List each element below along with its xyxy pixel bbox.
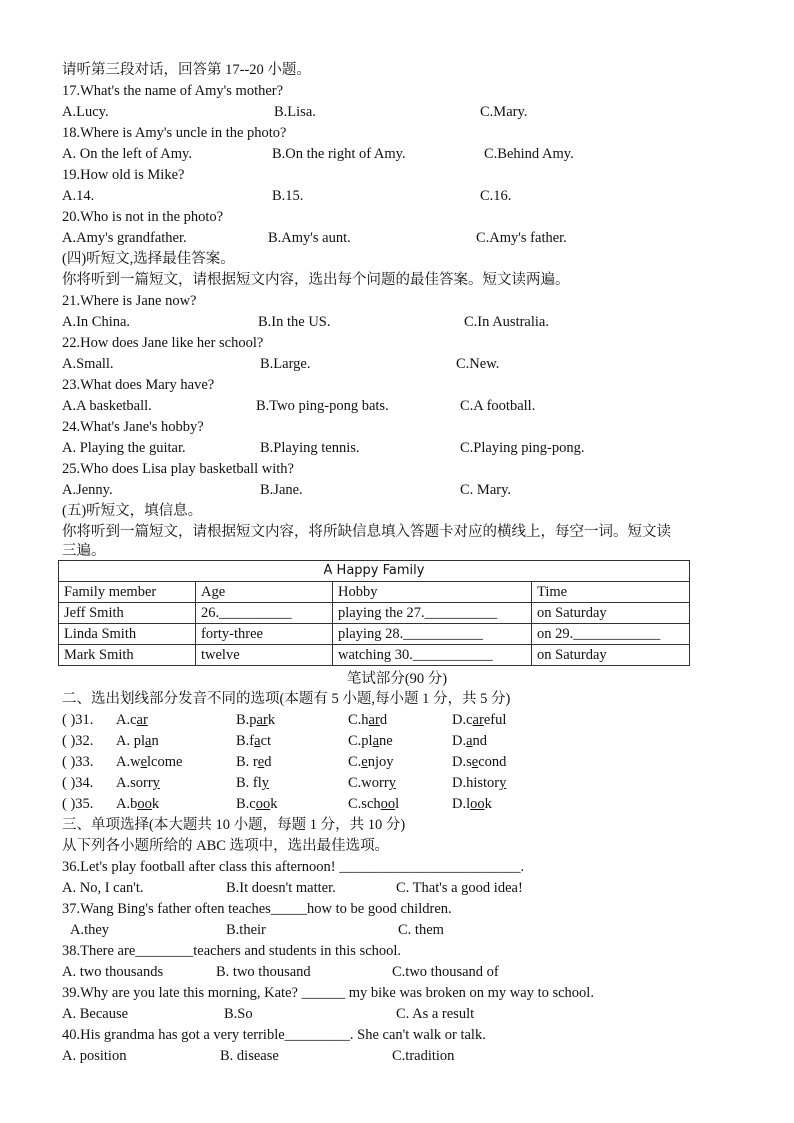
underlined-letters: e: [140, 754, 148, 770]
question-number: ( )35.: [62, 796, 94, 812]
option-d: [452, 710, 506, 730]
option-text: A. pl: [116, 733, 145, 749]
section4-title: (四)听短文,选择最佳答案。: [62, 251, 235, 267]
option-b: B.Playing tennis.: [260, 440, 360, 456]
written-part-title: 笔试部分(90 分): [346, 671, 448, 687]
option-d: [452, 752, 506, 772]
family-info-table: [58, 560, 690, 666]
underlined-letters: a: [466, 733, 473, 749]
option-text: ct: [260, 733, 272, 749]
option-text: k: [267, 712, 276, 728]
option-b: B. disease: [220, 1048, 279, 1064]
option-b: [236, 773, 269, 793]
option-c: C.two thousand of: [392, 964, 499, 980]
option-text: C.sch: [348, 796, 381, 812]
blank-27: playing the 27.__________: [333, 603, 532, 624]
question-37: 37.Wang Bing's father often teaches_____how to be good children.: [62, 901, 452, 917]
question-24: 24.What's Jane's hobby?: [62, 419, 204, 435]
option-text: eful: [483, 712, 507, 728]
blank-30: watching 30.___________: [333, 645, 532, 666]
option-text: B.c: [236, 796, 256, 812]
option-c: C.A football.: [460, 398, 536, 414]
underlined-letters: y: [261, 775, 270, 791]
question-36: 36.Let's play football after class this afternoon! _________________________.: [62, 859, 525, 875]
blank-29: on 29.____________: [532, 624, 690, 645]
option-text: d: [379, 712, 388, 728]
section5-title: (五)听短文，填信息。: [62, 503, 203, 519]
option-d: [452, 794, 492, 814]
option-text: D.: [452, 733, 467, 749]
option-a: A.Jenny.: [62, 482, 113, 498]
section4-intro: 你将听到一篇短文，请根据短文内容，选出每个问题的最佳答案。短文读两遍。: [62, 272, 570, 288]
option-text: d: [264, 754, 272, 770]
part3-intro: 从下列各小题所给的 ABC 选项中，选出最佳选项。: [62, 838, 390, 854]
option-c: [348, 773, 396, 793]
question-25: 25.Who does Lisa play basketball with?: [62, 461, 294, 477]
table-cell: on Saturday: [532, 645, 690, 666]
option-text: A.c: [116, 712, 137, 728]
option-c: C.In Australia.: [464, 314, 549, 330]
option-c: C. Mary.: [460, 482, 512, 498]
header-cell: Family member: [59, 582, 196, 603]
underlined-letters: e: [361, 754, 368, 770]
option-text: D.l: [452, 796, 471, 812]
underlined-letters: y: [388, 775, 396, 791]
option-a: [116, 773, 160, 793]
option-b: B.It doesn't matter.: [226, 880, 336, 896]
option-text: D.c: [452, 712, 473, 728]
option-text: D.s: [452, 754, 472, 770]
option-text: A.sorr: [116, 775, 153, 791]
option-b: B.their: [226, 922, 266, 938]
underlined-letters: oo: [255, 796, 271, 812]
option-text: nd: [472, 733, 488, 749]
option-a: [116, 731, 159, 751]
option-text: D.histor: [452, 775, 500, 791]
question-number: ( )34.: [62, 775, 94, 791]
question-19: 19.How old is Mike?: [62, 167, 185, 183]
option-a: A. No, I can't.: [62, 880, 144, 896]
option-text: B.p: [236, 712, 257, 728]
underlined-letters: y: [499, 775, 507, 791]
option-a: [116, 794, 159, 814]
part2-title: 二、选出划线部分发音不同的选项(本题有 5 小题,每小题 1 分，共 5 分): [62, 691, 511, 707]
question-40: 40.His grandma has got a very terrible_________. She can't walk or talk.: [62, 1027, 486, 1043]
option-c: C.Playing ping-pong.: [460, 440, 585, 456]
option-text: C.worr: [348, 775, 389, 791]
section5-intro-cont: 三遍。: [62, 543, 106, 559]
table-cell: Linda Smith: [59, 624, 196, 645]
option-b: B.In the US.: [258, 314, 331, 330]
option-a: A.they: [70, 922, 110, 938]
underlined-letters: a: [145, 733, 152, 749]
table-row: [59, 645, 690, 666]
section3-intro: 请听第三段对话，回答第 17--20 小题。: [62, 62, 311, 78]
section5-intro: 你将听到一篇短文，请根据短文内容，将所缺信息填入答题卡对应的横线上，每空一词。短文读: [62, 524, 671, 540]
table-row: [59, 603, 690, 624]
table-cell: on Saturday: [532, 603, 690, 624]
option-text: C.pl: [348, 733, 373, 749]
question-38: 38.There are________teachers and students in this school.: [62, 943, 402, 959]
option-b: [236, 731, 271, 751]
option-b: B.On the right of Amy.: [272, 146, 406, 162]
option-c: C.Behind Amy.: [484, 146, 574, 162]
blank-26: 26.__________: [196, 603, 333, 624]
question-39: 39.Why are you late this morning, Kate? ______ my bike was broken on my way to school.: [62, 985, 594, 1001]
option-b: [236, 752, 271, 772]
option-a: A.Lucy.: [62, 104, 109, 120]
question-22: 22.How does Jane like her school?: [62, 335, 264, 351]
question-23: 23.What does Mary have?: [62, 377, 215, 393]
option-a: [116, 710, 148, 730]
question-18: 18.Where is Amy's uncle in the photo?: [62, 125, 287, 141]
option-text: C.h: [348, 712, 369, 728]
option-text: l: [395, 796, 400, 812]
underlined-letters: ar: [136, 712, 148, 728]
underlined-letters: ar: [472, 712, 484, 728]
option-c: C.Mary.: [480, 104, 528, 120]
question-17: 17.What's the name of Amy's mother?: [62, 83, 284, 99]
question-number: ( )31.: [62, 712, 94, 728]
option-text: njoy: [367, 754, 394, 770]
option-text: cond: [478, 754, 507, 770]
underlined-letters: a: [254, 733, 261, 749]
option-a: A.Amy's grandfather.: [62, 230, 187, 246]
table-header-row: [59, 582, 690, 603]
option-a: A. On the left of Amy.: [62, 146, 192, 162]
option-a: A.In China.: [62, 314, 131, 330]
question-20: 20.Who is not in the photo?: [62, 209, 224, 225]
part3-title: 三、单项选择(本大题共 10 小题，每题 1 分，共 10 分): [62, 817, 406, 833]
underlined-letters: ar: [256, 712, 268, 728]
option-text: B. r: [236, 754, 258, 770]
underlined-letters: a: [372, 733, 380, 749]
option-a: A. position: [62, 1048, 127, 1064]
table-cell: Mark Smith: [59, 645, 196, 666]
option-text: B. fl: [236, 775, 262, 791]
underlined-letters: y: [152, 775, 160, 791]
option-c: [348, 752, 394, 772]
option-a: A. Because: [62, 1006, 129, 1022]
option-c: [348, 794, 399, 814]
option-text: A.b: [116, 796, 138, 812]
option-text: n: [151, 733, 159, 749]
table-cell: forty-three: [196, 624, 333, 645]
option-b: B.Large.: [260, 356, 311, 372]
option-c: [348, 710, 387, 730]
header-cell: Age: [196, 582, 333, 603]
option-text: k: [151, 796, 160, 812]
option-c: C. them: [398, 922, 444, 938]
option-text: B.f: [236, 733, 255, 749]
table-row: [59, 624, 690, 645]
option-b: [236, 710, 275, 730]
question-21: 21.Where is Jane now?: [62, 293, 197, 309]
option-a: A. Playing the guitar.: [62, 440, 186, 456]
underlined-letters: ar: [368, 712, 380, 728]
option-c: C.New.: [456, 356, 500, 372]
option-text: C.: [348, 754, 362, 770]
option-b: B. two thousand: [216, 964, 311, 980]
underlined-letters: oo: [380, 796, 396, 812]
option-a: [116, 752, 182, 772]
option-b: B.So: [224, 1006, 253, 1022]
option-b: B.Two ping-pong bats.: [256, 398, 389, 414]
option-text: k: [484, 796, 492, 812]
option-b: B.Jane.: [260, 482, 303, 498]
table-caption: A Happy Family: [59, 561, 690, 582]
header-cell: Time: [532, 582, 690, 603]
option-text: A.w: [116, 754, 141, 770]
option-c: C.tradition: [392, 1048, 455, 1064]
underlined-letters: oo: [137, 796, 152, 812]
option-a: A.14.: [62, 188, 95, 204]
question-number: ( )32.: [62, 733, 94, 749]
option-c: C. That's a good idea!: [396, 880, 523, 896]
option-text: ne: [379, 733, 393, 749]
option-d: [452, 773, 506, 793]
table-cell: twelve: [196, 645, 333, 666]
table-cell: Jeff Smith: [59, 603, 196, 624]
underlined-letters: e: [471, 754, 479, 770]
option-a: A. two thousands: [62, 964, 164, 980]
underlined-letters: oo: [470, 796, 485, 812]
option-c: C. As a result: [396, 1006, 475, 1022]
underlined-letters: e: [257, 754, 265, 770]
question-number: ( )33.: [62, 754, 94, 770]
option-text: k: [270, 796, 278, 812]
option-b: [236, 794, 277, 814]
option-d: [452, 731, 487, 751]
option-c: C.Amy's father.: [476, 230, 567, 246]
option-a: A.Small.: [62, 356, 114, 372]
option-b: B.Amy's aunt.: [268, 230, 351, 246]
header-cell: Hobby: [333, 582, 532, 603]
option-a: A.A basketball.: [62, 398, 152, 414]
blank-28: playing 28.___________: [333, 624, 532, 645]
option-c: C.16.: [480, 188, 512, 204]
option-c: [348, 731, 393, 751]
option-b: B.15.: [272, 188, 304, 204]
option-b: B.Lisa.: [274, 104, 316, 120]
option-text: lcome: [147, 754, 183, 770]
